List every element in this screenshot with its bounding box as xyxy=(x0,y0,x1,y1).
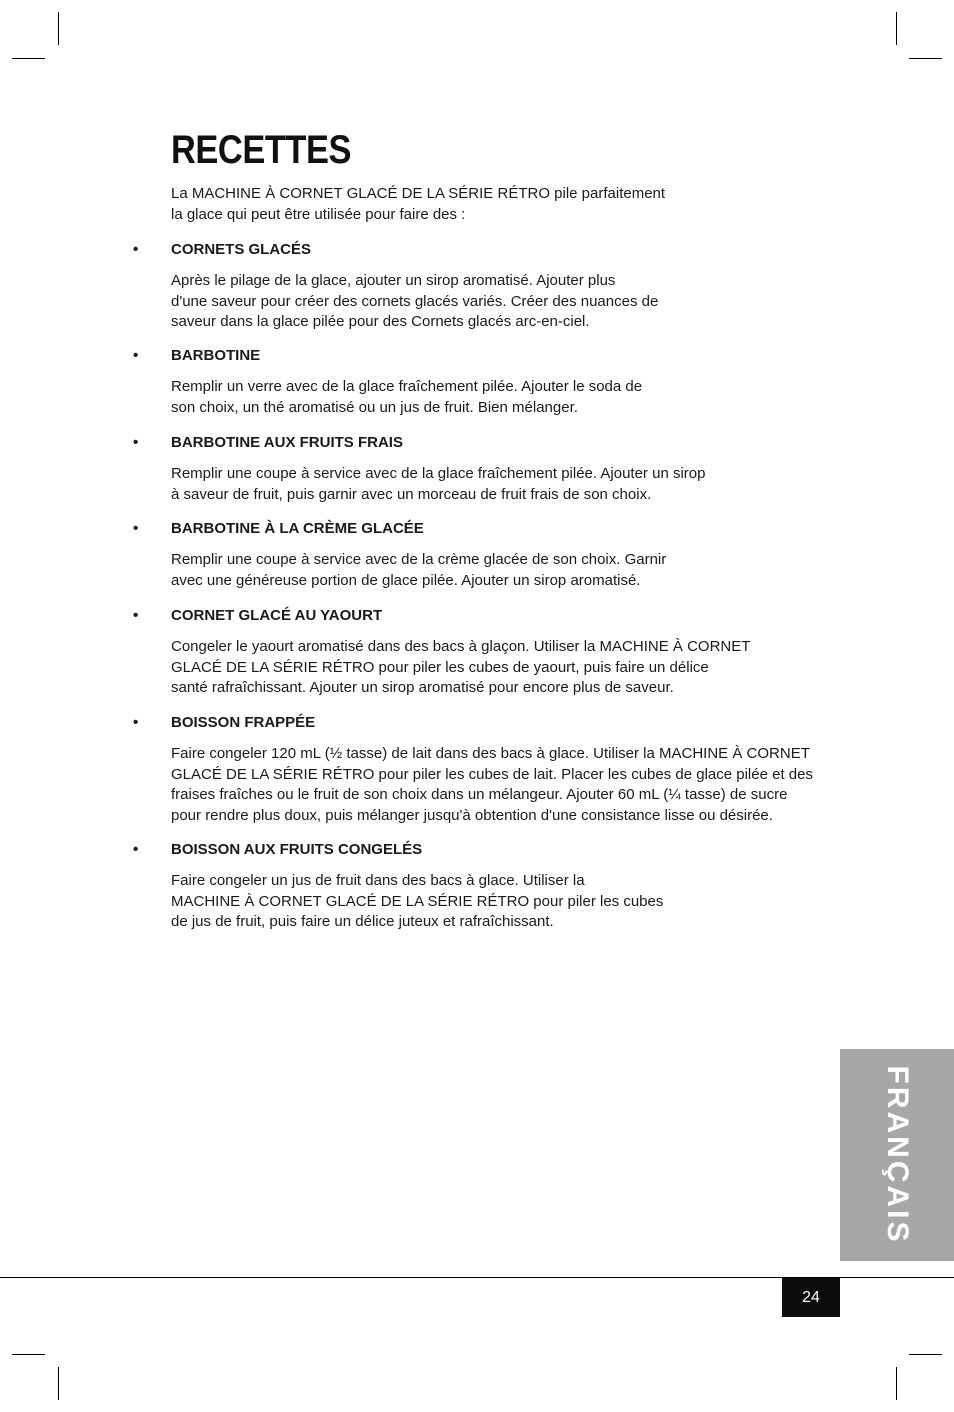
recipe-heading xyxy=(133,519,424,539)
crop-mark xyxy=(896,1367,897,1400)
crop-mark xyxy=(909,58,942,59)
recipe-heading-text: BOISSON AUX FRUITS CONGELÉS xyxy=(171,841,423,858)
recipe-description-line: MACHINE À CORNET GLACÉ DE LA SÉRIE RÉTRO pour piler les cubes xyxy=(171,892,664,910)
language-tab-label: FRANÇAIS xyxy=(881,1065,914,1245)
crop-mark xyxy=(58,1367,59,1400)
recipe-description-line: avec une généreuse portion de glace pilée. Ajouter un sirop aromatisé. xyxy=(171,571,641,589)
recipe-heading xyxy=(133,713,315,733)
recipe-description xyxy=(171,464,831,505)
recipe-heading-text: CORNET GLACÉ AU YAOURT xyxy=(171,607,383,624)
page-title: RECETTES xyxy=(171,128,352,172)
recipe-description xyxy=(171,550,831,591)
intro-line: la glace qui peut être utilisée pour faire des : xyxy=(171,205,466,223)
crop-mark xyxy=(12,1354,45,1355)
recipe-heading-text: BARBOTINE AUX FRUITS FRAIS xyxy=(171,434,403,451)
recipe-description-line: de jus de fruit, puis faire un délice juteux et rafraîchissant. xyxy=(171,913,554,930)
recipe-description-line: saveur dans la glace pilée pour des Cornets glacés arc-en-ciel. xyxy=(171,313,590,330)
recipe-heading xyxy=(133,606,382,626)
recipe-heading xyxy=(133,840,422,860)
intro-line: La MACHINE À CORNET GLACÉ DE LA SÉRIE RÉTRO pile parfaitement xyxy=(171,185,666,202)
recipe-description xyxy=(171,871,831,933)
crop-mark xyxy=(12,58,45,59)
recipe-heading-text: BOISSON FRAPPÉE xyxy=(171,714,316,731)
recipe-description-line: GLACÉ DE LA SÉRIE RÉTRO pour piler les cubes de yaourt, puis faire un délice xyxy=(171,658,709,676)
language-tab xyxy=(840,1049,954,1261)
recipe-heading xyxy=(133,240,311,260)
recipe-heading-text: BARBOTINE À LA CRÈME GLACÉE xyxy=(171,520,424,537)
recipe-heading-text: BARBOTINE xyxy=(171,347,261,364)
intro-paragraph xyxy=(171,184,691,225)
recipe-description-line: Après le pilage de la glace, ajouter un sirop aromatisé. Ajouter plus xyxy=(171,272,616,289)
bullet: • xyxy=(133,520,139,537)
recipe-description-line: d'une saveur pour créer des cornets glacés variés. Créer des nuances de xyxy=(171,292,659,310)
recipe-description-line: son choix, un thé aromatisé ou un jus de fruit. Bien mélanger. xyxy=(171,398,578,416)
recipe-description-line: Congeler le yaourt aromatisé dans des bacs à glaçon. Utiliser la MACHINE À CORNET xyxy=(171,638,751,655)
bullet: • xyxy=(133,241,139,258)
recipe-description-line: santé rafraîchissant. Ajouter un sirop aromatisé pour encore plus de saveur. xyxy=(171,679,674,696)
recipe-description-line: pour rendre plus doux, puis mélanger jusqu'à obtention d'une consistance lisse ou désirée. xyxy=(171,806,773,824)
bullet: • xyxy=(133,607,139,624)
recipe-description-line: Remplir une coupe à service avec de la glace fraîchement pilée. Ajouter un sirop xyxy=(171,465,706,482)
recipe-description-line: Faire congeler un jus de fruit dans des bacs à glace. Utiliser la xyxy=(171,872,585,889)
recipe-heading xyxy=(133,346,260,366)
bullet: • xyxy=(133,714,139,731)
crop-mark xyxy=(58,12,59,45)
recipe-heading-text: CORNETS GLACÉS xyxy=(171,241,312,258)
recipe-description-line: GLACÉ DE LA SÉRIE RÉTRO pour piler les cubes de lait. Placer les cubes de glace pilée et des xyxy=(171,765,813,783)
page-number: 24 xyxy=(782,1278,840,1317)
bullet: • xyxy=(133,841,139,858)
recipe-description-line: Remplir une coupe à service avec de la crème glacée de son choix. Garnir xyxy=(171,551,667,568)
recipe-description-line: Remplir un verre avec de la glace fraîchement pilée. Ajouter le soda de xyxy=(171,378,643,395)
recipe-description xyxy=(171,744,831,826)
crop-mark xyxy=(896,12,897,45)
recipe-description xyxy=(171,271,831,333)
recipe-description-line: à saveur de fruit, puis garnir avec un morceau de fruit frais de son choix. xyxy=(171,485,652,503)
recipe-description-line: Faire congeler 120 mL (½ tasse) de lait dans des bacs à glace. Utiliser la MACHINE À CORNET xyxy=(171,745,810,762)
recipe-description xyxy=(171,377,831,418)
bullet: • xyxy=(133,434,139,451)
crop-mark xyxy=(909,1354,942,1355)
recipe-description-line: fraises fraîches ou le fruit de son choix dans un mélangeur. Ajouter 60 mL (¼ tasse) de sucre xyxy=(171,786,788,803)
bullet: • xyxy=(133,347,139,364)
recipe-heading xyxy=(133,433,403,453)
recipe-description xyxy=(171,637,831,699)
